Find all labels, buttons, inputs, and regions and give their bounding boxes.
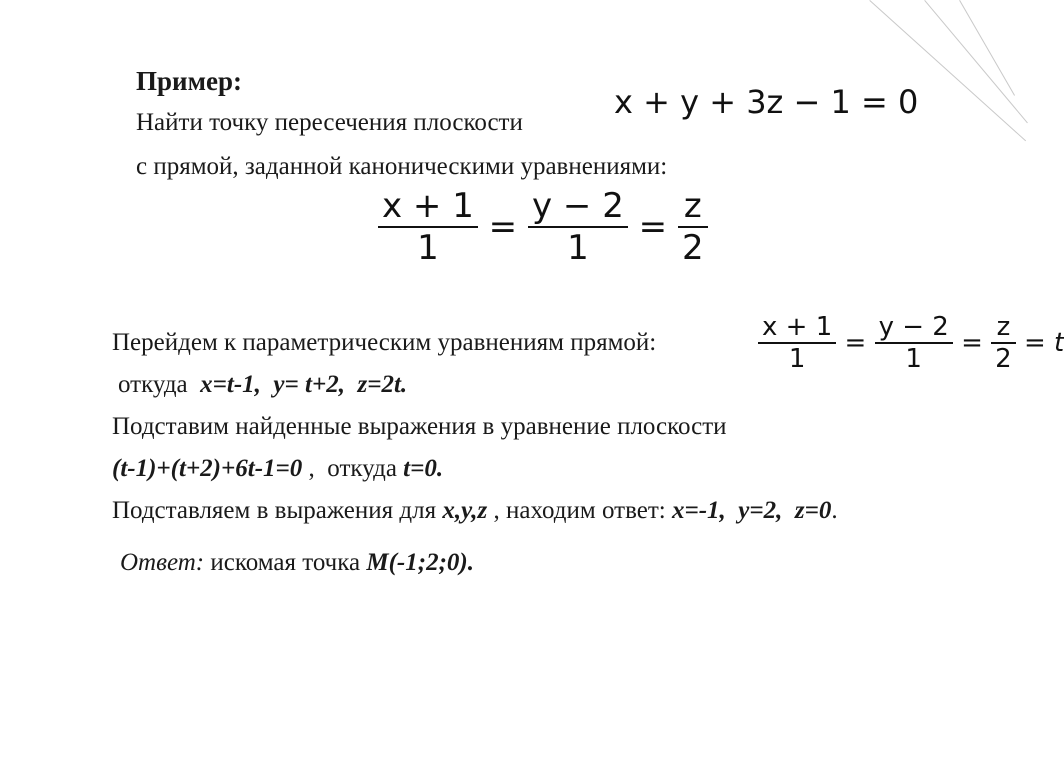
parameter-t: t bbox=[1054, 328, 1064, 358]
answer-z: z=0 bbox=[794, 497, 832, 524]
substitute-line: Подставим найденные выражения в уравнение плоскости bbox=[112, 413, 727, 440]
fraction-denominator: 1 bbox=[417, 228, 439, 268]
substitute-equation: (t-1)+(t+2)+6t-1=0 bbox=[112, 455, 303, 482]
fraction-numerator: x + 1 bbox=[762, 312, 833, 342]
answer-vars: x,y,z bbox=[442, 497, 488, 524]
fraction-denominator: 2 bbox=[681, 228, 704, 268]
decor-line-3 bbox=[959, 0, 1015, 96]
fraction-numerator: y − 2 bbox=[531, 186, 624, 226]
whence-x: x=t-1, bbox=[200, 371, 261, 398]
whence-prefix: откуда bbox=[118, 371, 188, 398]
substitute-equation-line bbox=[112, 454, 443, 484]
canonical-fraction-y bbox=[528, 186, 628, 268]
final-text: искомая точка bbox=[204, 549, 367, 576]
fraction-denominator: 2 bbox=[995, 344, 1012, 374]
whence-line bbox=[118, 370, 407, 400]
equals-sign: = bbox=[961, 328, 983, 358]
task-line-2: с прямой, заданной каноническими уравнениями: bbox=[136, 153, 668, 180]
answer-line bbox=[112, 496, 838, 526]
fraction-numerator: z bbox=[683, 186, 702, 226]
parametric-fraction-y bbox=[875, 312, 953, 374]
substitute-sep: , откуда bbox=[302, 455, 404, 482]
canonical-fraction-x bbox=[378, 186, 478, 268]
equals-sign: = bbox=[638, 207, 668, 247]
fraction-denominator: 1 bbox=[905, 344, 922, 374]
whence-z: z=2t. bbox=[357, 371, 408, 398]
equals-sign: = bbox=[488, 207, 518, 247]
final-label: Ответ: bbox=[120, 549, 205, 576]
fraction-denominator: 1 bbox=[567, 228, 589, 268]
fraction-denominator: 1 bbox=[788, 344, 806, 374]
fraction-numerator: x + 1 bbox=[382, 186, 474, 226]
parametric-label: Перейдем к параметрическим уравнениям прямой: bbox=[112, 329, 657, 356]
task-line-1: Найти точку пересечения плоскости bbox=[136, 109, 523, 136]
answer-prefix: Подставляем в выражения для bbox=[112, 497, 443, 524]
canonical-equations bbox=[378, 186, 708, 268]
parametric-fraction-x bbox=[758, 312, 836, 374]
final-point: M(-1;2;0). bbox=[366, 549, 474, 576]
answer-y: y=2, bbox=[738, 497, 783, 524]
answer-x: x=-1, bbox=[671, 497, 726, 524]
equals-sign: = bbox=[844, 328, 867, 358]
final-answer bbox=[120, 548, 474, 578]
decor-line-2 bbox=[924, 0, 1028, 123]
fraction-numerator: z bbox=[996, 312, 1011, 342]
example-title: Пример: bbox=[136, 66, 242, 96]
equals-sign: = bbox=[1023, 328, 1046, 358]
plane-equation: x + y + 3z − 1 = 0 bbox=[614, 83, 919, 121]
parametric-fraction-z bbox=[991, 312, 1016, 374]
answer-middle: , находим ответ: bbox=[487, 497, 672, 524]
canonical-fraction-z bbox=[678, 186, 708, 268]
whence-y-value: t+2, bbox=[305, 371, 345, 398]
fraction-numerator: y − 2 bbox=[878, 312, 949, 342]
parametric-equations bbox=[758, 312, 1064, 374]
answer-end: . bbox=[831, 497, 838, 524]
whence-y-label: y= bbox=[273, 371, 299, 398]
substitute-result: t=0. bbox=[403, 455, 444, 482]
